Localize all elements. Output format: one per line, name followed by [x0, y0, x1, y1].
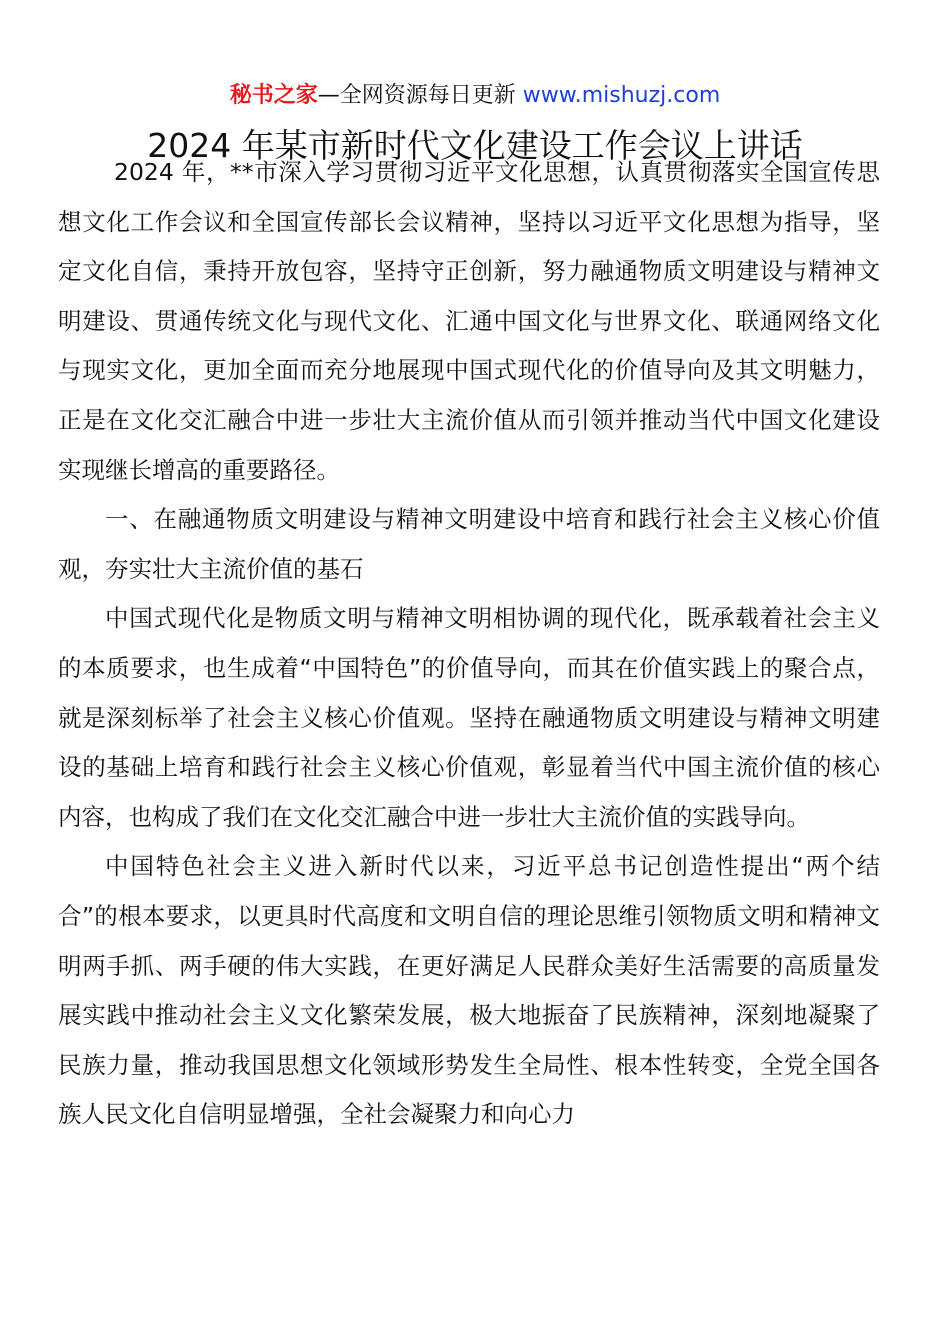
section-heading-1: 一、在融通物质文明建设与精神文明建设中培育和践行社会主义核心价值观，夯实壮大主流价值的基石 [58, 505, 880, 583]
site-header [0, 80, 950, 112]
paragraph-body-2: 中国特色社会主义进入新时代以来，习近平总书记创造性提出“两个结合”的根本要求，以更具时代高度和文明自信的理论思维引领物质文明和精神文明两手抓、两手硬的伟大实践，在更好满足人民群众美好生活需要的高质量发展实践中推动社会主义文化繁荣发展，极大地振奋了民族精神，深刻地凝聚了民族力量，推动我国思想文化领域形势发生全局性、根本性转变，全党全国各族人民文化自信明显增强，全社会凝聚力和向心力 [58, 852, 880, 1129]
site-tagline: —全网资源每日更新 [317, 83, 523, 108]
paragraph-body-1: 中国式现代化是物质文明与精神文明相协调的现代化，既承载着社会主义的本质要求，也生成着“中国特色”的价值导向，而其在价值实践上的聚合点，就是深刻标举了社会主义核心价值观。坚持在融通物质文明建设与精神文明建设的基础上培育和践行社会主义核心价值观，彰显着当代中国主流价值的核心内容，也构成了我们在文化交汇融合中进一步壮大主流价值的实践导向。 [58, 604, 880, 831]
paragraph-intro: 2024 年，**市深入学习贯彻习近平文化思想，认真贯彻落实全国宣传思想文化工作会议和全国宣传部长会议精神，坚持以习近平文化思想为指导，坚定文化自信，秉持开放包容，坚持守正创新，努力融通物质文明建设与精神文明建设、贯通传统文化与现代文化、汇通中国文化与世界文化、联通网络文化与现实文化，更加全面而充分地展现中国式现代化的价值导向及其文明魅力，正是在文化交汇融合中进一步壮大主流价值从而引领并推动当代中国文化建设实现继长增高的重要路径。 [58, 158, 880, 484]
site-url-link[interactable]: www.mishuzj.com [522, 83, 721, 108]
site-brand: 秘书之家 [229, 83, 318, 108]
document-body [58, 148, 880, 1140]
document-title: 2024 年某市新时代文化建设工作会议上讲话 [147, 126, 803, 165]
